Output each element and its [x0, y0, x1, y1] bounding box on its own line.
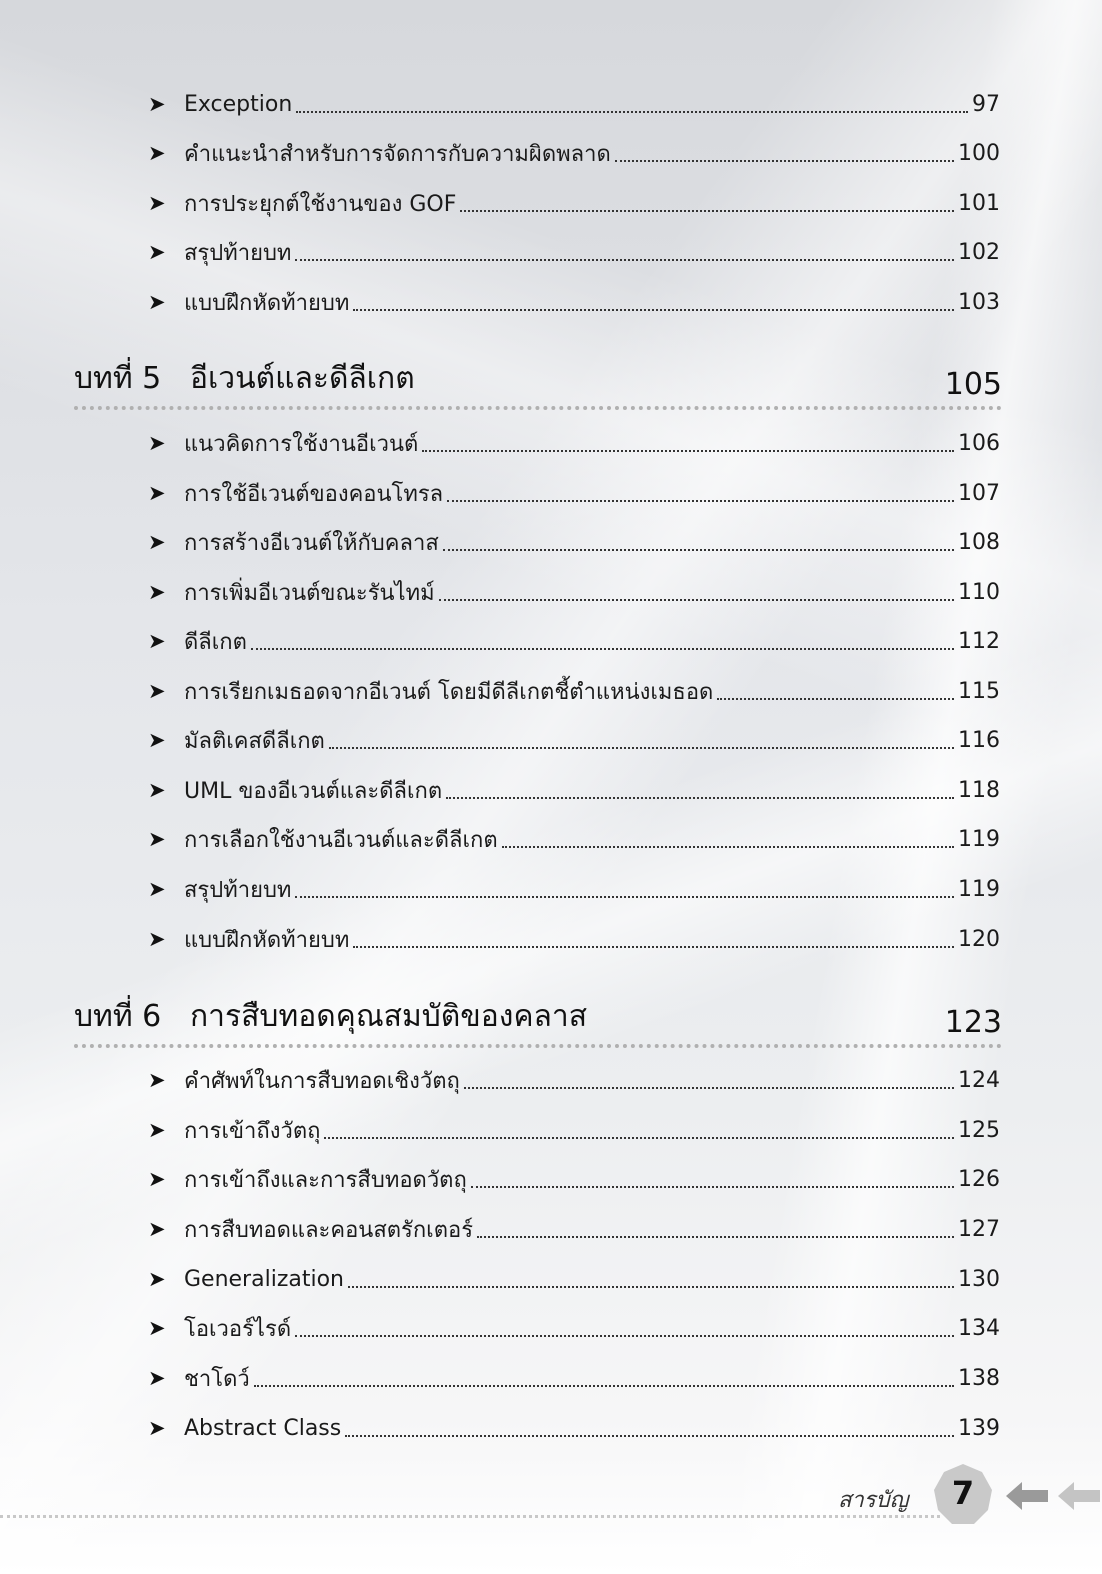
dot-leader: [615, 160, 954, 162]
arrow-bullet-icon: ➤: [148, 1118, 166, 1142]
entry-title: สรุปท้ายบท: [184, 877, 292, 903]
entry-title: UML ของอีเวนต์และดีลีเกต: [184, 778, 443, 804]
toc-entry[interactable]: [148, 871, 1000, 907]
dot-leader: [443, 549, 954, 551]
arrow-bullet-icon: ➤: [148, 1366, 166, 1390]
entry-page: 115: [958, 678, 1000, 704]
dot-leader: [439, 599, 954, 601]
dot-leader: [345, 1435, 954, 1437]
toc-entry[interactable]: [148, 524, 1000, 560]
entry-title: Abstract Class: [184, 1415, 342, 1441]
arrow-bullet-icon: ➤: [148, 1167, 166, 1191]
entry-page: 101: [958, 190, 1000, 216]
arrow-bullet-icon: ➤: [148, 728, 166, 752]
dot-leader: [295, 896, 954, 898]
dot-leader: [464, 1087, 954, 1089]
entry-title: การเพิ่มอีเวนต์ขณะรันไทม์: [184, 580, 435, 606]
entry-title: การประยุกต์ใช้งานของ GOF: [184, 191, 457, 217]
arrow-bullet-icon: ➤: [148, 1267, 166, 1291]
entry-page: 124: [958, 1067, 1000, 1093]
dot-leader: [295, 259, 954, 261]
arrow-bullet-icon: ➤: [148, 679, 166, 703]
entry-title: โอเวอร์ไรด์: [184, 1316, 292, 1342]
entry-page: 106: [958, 430, 1000, 456]
entry-title: การเข้าถึงวัตถุ: [184, 1118, 321, 1144]
back-arrow-icon[interactable]: [1056, 1478, 1102, 1514]
entry-title: คำศัพท์ในการสืบทอดเชิงวัตถุ: [184, 1068, 460, 1094]
entry-page: 107: [958, 480, 1000, 506]
toc-entry[interactable]: [148, 673, 1000, 709]
arrow-bullet-icon: ➤: [148, 629, 166, 653]
entry-page: 134: [958, 1315, 1000, 1341]
arrow-bullet-icon: ➤: [148, 481, 166, 505]
dot-leader: [353, 946, 954, 948]
arrow-bullet-icon: ➤: [148, 1416, 166, 1440]
entry-page: 97: [972, 91, 1000, 117]
arrow-bullet-icon: ➤: [148, 877, 166, 901]
toc-entry[interactable]: [148, 135, 1000, 171]
entry-title: การเรียกเมธอดจากอีเวนต์ โดยมีดีลีเกตชี้ตำแหน่งเมธอด: [184, 679, 714, 705]
entry-title: ดีลีเกต: [184, 629, 247, 655]
arrow-bullet-icon: ➤: [148, 1316, 166, 1340]
entry-page: 103: [958, 289, 1000, 315]
toc-entry[interactable]: [148, 1161, 1000, 1197]
entry-page: 108: [958, 529, 1000, 555]
chapter-title: การสืบทอดคุณสมบัติของคลาส: [190, 999, 588, 1034]
dot-leader: [254, 1385, 954, 1387]
entry-title: การสืบทอดและคอนสตรักเตอร์: [184, 1217, 474, 1243]
entry-page: 119: [958, 826, 1000, 852]
entry-page: 127: [958, 1216, 1000, 1242]
toc-entry[interactable]: [148, 772, 1000, 808]
arrow-bullet-icon: ➤: [148, 580, 166, 604]
dot-leader: [471, 1186, 954, 1188]
toc-entry[interactable]: [148, 574, 1000, 610]
toc-entry[interactable]: [148, 1410, 1000, 1446]
arrow-bullet-icon: ➤: [148, 431, 166, 455]
dot-leader: [296, 111, 968, 113]
arrow-bullet-icon: ➤: [148, 92, 166, 116]
entry-title: การเลือกใช้งานอีเวนต์และดีลีเกต: [184, 827, 498, 853]
dot-leader: [422, 450, 954, 452]
chapter-title: อีเวนต์และดีลีเกต: [190, 361, 415, 396]
toc-entry[interactable]: [148, 425, 1000, 461]
entry-page: 116: [958, 727, 1000, 753]
entry-title: มัลติเคสดีลีเกต: [184, 728, 325, 754]
chapter-heading-5[interactable]: [74, 360, 1002, 410]
toc-entry[interactable]: [148, 284, 1000, 320]
entry-title: การเข้าถึงและการสืบทอดวัตถุ: [184, 1167, 467, 1193]
page-number: 7: [951, 1474, 975, 1512]
dot-leader: [477, 1236, 954, 1238]
entry-page: 126: [958, 1166, 1000, 1192]
toc-entry[interactable]: [148, 821, 1000, 857]
dot-leader: [502, 846, 954, 848]
toc-entry[interactable]: [148, 1360, 1000, 1396]
chapter-number: บทที่ 6: [74, 999, 162, 1034]
entry-title: การสร้างอีเวนต์ให้กับคลาส: [184, 530, 439, 556]
chapter-page: 123: [944, 1005, 1002, 1040]
entry-page: 139: [958, 1415, 1000, 1441]
toc-entry[interactable]: [148, 1112, 1000, 1148]
dot-leader: [348, 1286, 954, 1288]
toc-entry[interactable]: [148, 86, 1000, 122]
entry-page: 119: [958, 876, 1000, 902]
toc-entry[interactable]: [148, 185, 1000, 221]
arrow-bullet-icon: ➤: [148, 290, 166, 314]
entry-page: 125: [958, 1117, 1000, 1143]
dot-leader: [251, 648, 954, 650]
dot-leader: [353, 309, 954, 311]
dot-leader: [717, 698, 954, 700]
dot-leader: [460, 210, 954, 212]
back-arrow-icon[interactable]: [1004, 1478, 1050, 1514]
arrow-bullet-icon: ➤: [148, 141, 166, 165]
dot-leader: [329, 747, 954, 749]
arrow-bullet-icon: ➤: [148, 1068, 166, 1092]
toc-entry[interactable]: [148, 1261, 1000, 1297]
toc-entry[interactable]: [148, 1211, 1000, 1247]
entry-title: แบบฝึกหัดท้ายบท: [184, 927, 350, 953]
arrow-bullet-icon: ➤: [148, 240, 166, 264]
entry-title: Generalization: [184, 1266, 344, 1292]
toc-entry[interactable]: [148, 234, 1000, 270]
entry-page: 102: [958, 239, 1000, 265]
dot-leader: [324, 1137, 954, 1139]
entry-page: 130: [958, 1266, 1000, 1292]
entry-page: 138: [958, 1365, 1000, 1391]
entry-page: 110: [958, 579, 1000, 605]
dot-leader: [446, 797, 954, 799]
arrow-bullet-icon: ➤: [148, 778, 166, 802]
entry-page: 120: [958, 926, 1000, 952]
arrow-bullet-icon: ➤: [148, 530, 166, 554]
arrow-bullet-icon: ➤: [148, 1217, 166, 1241]
entry-title: สรุปท้ายบท: [184, 240, 292, 266]
dot-leader: [295, 1335, 954, 1337]
arrow-bullet-icon: ➤: [148, 927, 166, 951]
footer-section-label: สารบัญ: [838, 1488, 909, 1513]
dot-leader: [447, 500, 954, 502]
entry-page: 118: [958, 777, 1000, 803]
entry-title: ชาโดว์: [184, 1366, 250, 1392]
entry-page: 112: [958, 628, 1000, 654]
chapter-number: บทที่ 5: [74, 361, 162, 396]
entry-title: Exception: [184, 91, 293, 117]
chapter-page: 105: [944, 367, 1002, 402]
arrow-bullet-icon: ➤: [148, 191, 166, 215]
toc-entry[interactable]: [148, 475, 1000, 511]
entry-page: 100: [958, 140, 1000, 166]
toc-entry[interactable]: [148, 1310, 1000, 1346]
entry-title: การใช้อีเวนต์ของคอนโทรล: [184, 481, 444, 507]
toc-entry[interactable]: [148, 722, 1000, 758]
entry-title: แบบฝึกหัดท้ายบท: [184, 290, 350, 316]
arrow-bullet-icon: ➤: [148, 827, 166, 851]
toc-entry[interactable]: [148, 921, 1000, 957]
chapter-heading-6[interactable]: [74, 998, 1002, 1048]
entry-title: แนวคิดการใช้งานอีเวนต์: [184, 431, 419, 457]
toc-entry[interactable]: [148, 623, 1000, 659]
entry-title: คำแนะนำสำหรับการจัดการกับความผิดพลาด: [184, 141, 611, 167]
toc-entry[interactable]: [148, 1062, 1000, 1098]
footer-divider: [0, 1515, 940, 1518]
